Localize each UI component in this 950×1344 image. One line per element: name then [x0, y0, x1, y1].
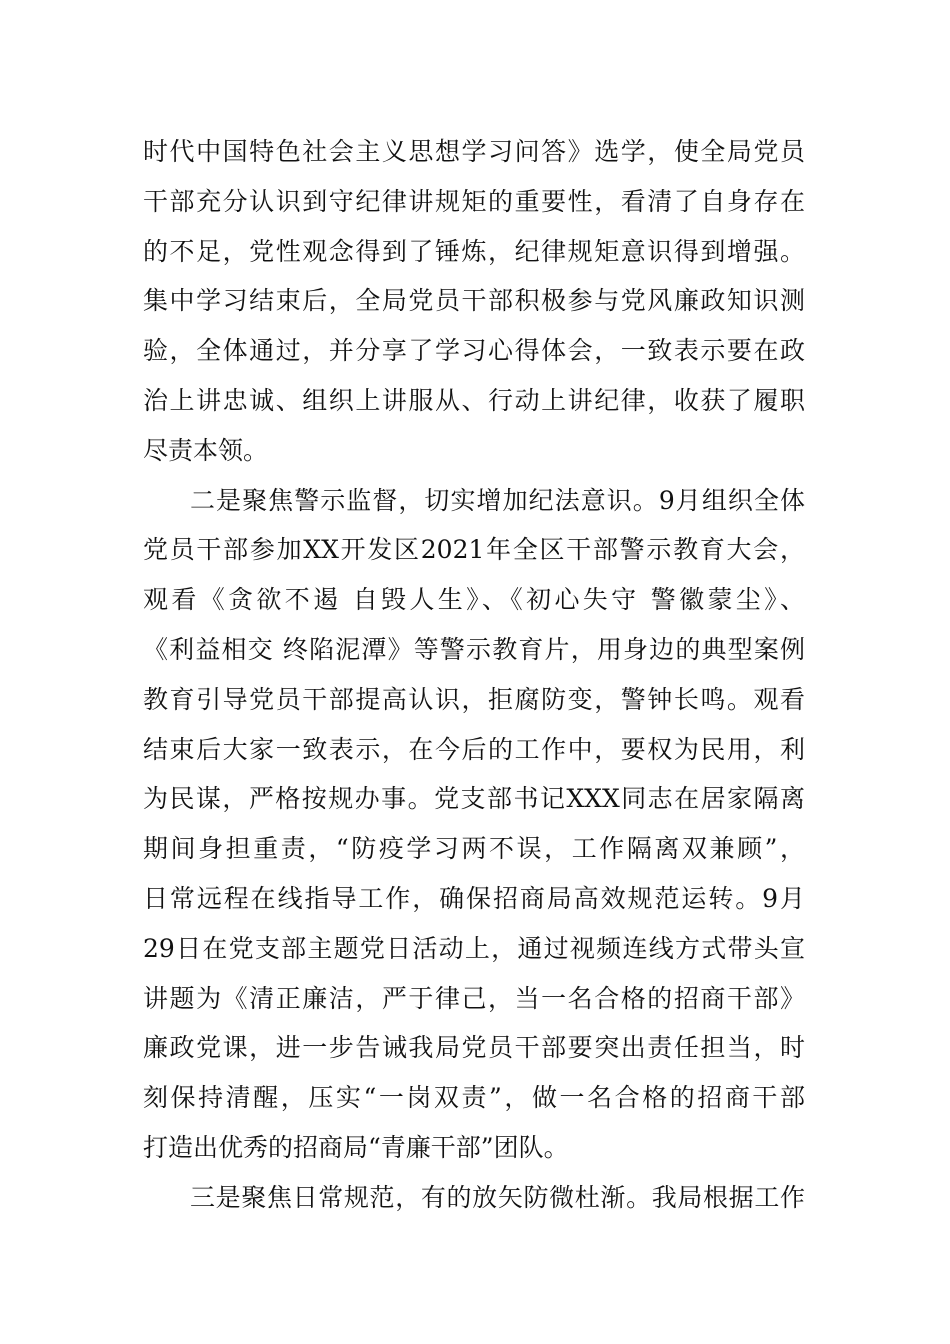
text-line: 验，全体通过，并分享了学习心得体会，一致表示要在政 — [143, 336, 805, 366]
text-line: 治上讲忠诚、组织上讲服从、行动上讲纪律，收获了履职 — [143, 385, 805, 415]
text-line: 廉政党课，进一步告诫我局党员干部要突出责任担当，时 — [143, 1033, 805, 1063]
text-line: 29日在党支部主题党日活动上，通过视频连线方式带头宣 — [143, 933, 805, 963]
text-line: 期间身担重责，“防疫学习两不误，工作隔离双兼顾”， — [143, 834, 805, 864]
text-line: 结束后大家一致表示，在今后的工作中，要权为民用，利 — [143, 734, 805, 764]
paragraph-study-summary — [143, 127, 805, 476]
text-line: 教育引导党员干部提高认识，拒腐防变，警钟长鸣。观看 — [143, 684, 805, 714]
text-line: 二是聚焦警示监督，切实增加纪法意识。9月组织全体 — [190, 485, 805, 515]
text-line: 集中学习结束后，全局党员干部积极参与党风廉政知识测 — [143, 286, 805, 316]
text-line: 讲题为《清正廉洁，严于律己，当一名合格的招商干部》 — [143, 983, 805, 1013]
text-line: 尽责本领。 — [143, 435, 269, 465]
text-line: 打造出优秀的招商局“青廉干部”团队。 — [143, 1132, 569, 1162]
text-line: 党员干部参加XX开发区2021年全区干部警示教育大会， — [143, 535, 805, 565]
text-line: 时代中国特色社会主义思想学习问答》选学，使全局党员 — [143, 137, 805, 166]
text-line: 三是聚焦日常规范，有的放矢防微杜渐。我局根据工作 — [190, 1182, 805, 1212]
text-line: 《利益相交 终陷泥潭》等警示教育片，用身边的典型案例 — [143, 634, 805, 664]
text-line: 观看《贪欲不遏 自毁人生》、《初心失守 警徽蒙尘》、 — [143, 585, 805, 615]
paragraph-daily-norms — [143, 1173, 805, 1223]
text-line: 为民谋，严格按规办事。党支部书记XXX同志在居家隔离 — [143, 784, 805, 814]
text-line: 的不足，党性观念得到了锤炼，纪律规矩意识得到增强。 — [143, 236, 805, 266]
text-line: 刻保持清醒，压实“一岗双责”，做一名合格的招商干部 — [143, 1083, 805, 1113]
text-line: 干部充分认识到守纪律讲规矩的重要性，看清了自身存在 — [143, 186, 805, 216]
text-line: 日常远程在线指导工作，确保招商局高效规范运转。9月 — [143, 883, 805, 913]
document-body — [143, 127, 805, 1223]
paragraph-warning-supervision — [143, 476, 805, 1173]
